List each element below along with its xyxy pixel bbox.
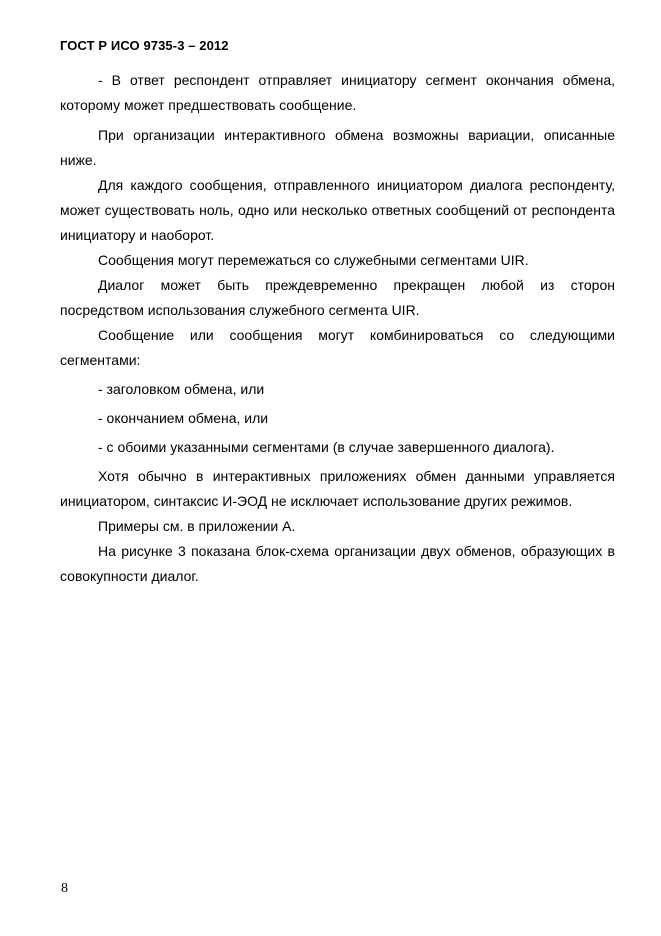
paragraph-dialog-termination: Диалог может быть преждевременно прекращен любой из сторон посредством использования служебного сегмента UIR.: [60, 277, 615, 318]
document-body: [60, 68, 615, 589]
page-number: 8: [61, 881, 68, 896]
document-header: ГОСТ Р ИСО 9735-3 – 2012: [60, 38, 229, 53]
paragraph-variations: При организации интерактивного обмена возможны вариации, описанные ниже.: [60, 127, 615, 168]
list-item-trailer: - окончанием обмена, или: [98, 410, 269, 426]
paragraph-uir-interleave: Сообщения могут перемежаться со служебными сегментами UIR.: [98, 252, 529, 268]
paragraph-response-end: - В ответ респондент отправляет инициатору сегмент окончания обмена, которому может предшествовать сообщение.: [60, 72, 615, 113]
paragraph-figure-reference: На рисунке 3 показана блок-схема организации двух обменов, образующих в совокупности диалог.: [60, 543, 615, 584]
paragraph-combination: Сообщение или сообщения могут комбинироваться со следующими сегментами:: [60, 327, 615, 368]
paragraph-interactive-control: Хотя обычно в интерактивных приложениях обмен данными управляется инициатором, синтаксис И-ЭОД не исключает использование других режимов.: [60, 468, 615, 509]
list-item-both: - с обоими указанными сегментами (в случае завершенного диалога).: [98, 439, 555, 455]
paragraph-messages-count: Для каждого сообщения, отправленного инициатором диалога респонденту, может существовать ноль, одно или несколько ответных сообщений от респондента инициатору и наоборот.: [60, 177, 615, 243]
list-item-header: - заголовком обмена, или: [98, 381, 265, 397]
paragraph-examples: Примеры см. в приложении А.: [98, 518, 296, 534]
